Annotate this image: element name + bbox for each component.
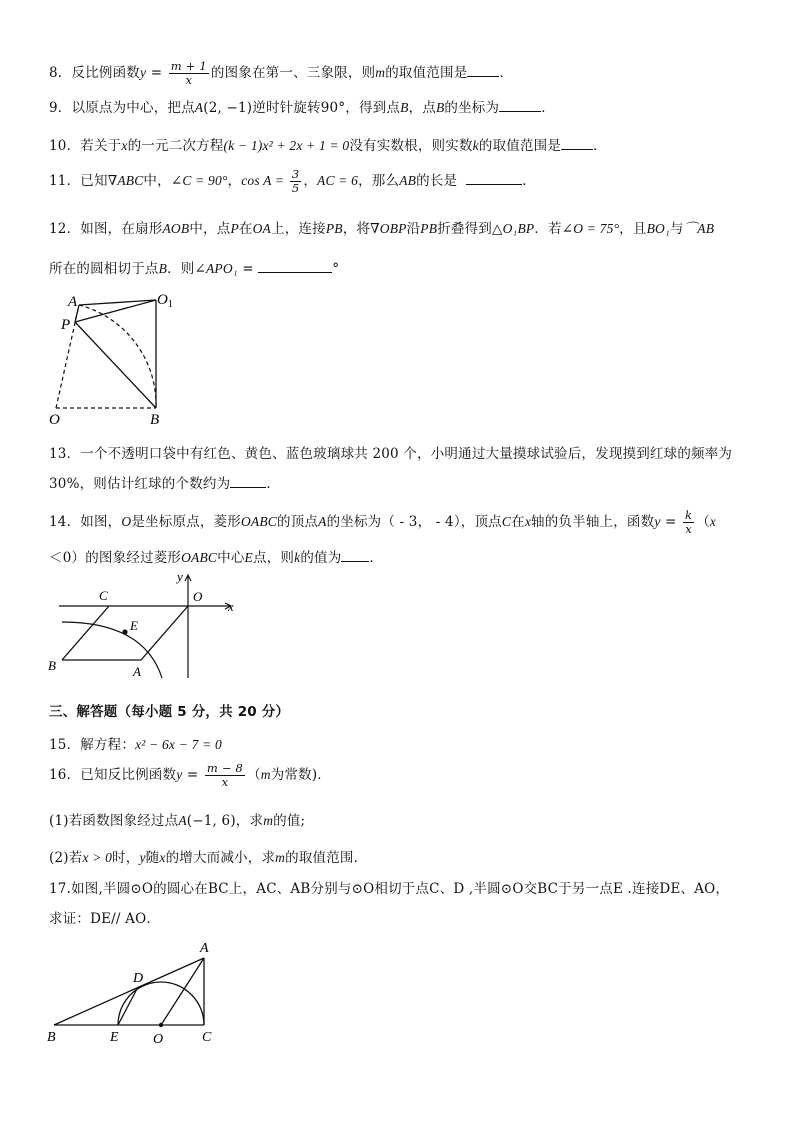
q10-text-4: 的取值范围是 (478, 138, 562, 154)
q12-sector: AOB (162, 221, 190, 236)
q9-text-3: ，点 (408, 100, 436, 116)
q11-cos: cos A = (241, 173, 288, 188)
q14-text: 14．如图， (49, 514, 122, 530)
q8-answer-blank[interactable] (467, 64, 499, 77)
q14-point-o: O (121, 514, 132, 529)
q13-end: ． (266, 476, 281, 492)
q16-numerator: m − 8 (206, 761, 244, 775)
question-13-line-2 (49, 472, 280, 492)
q14-rhombus: OABC (240, 514, 277, 529)
q14-equals: = (660, 514, 682, 530)
figure-14 (44, 570, 244, 680)
q12-text-6: 沿 (406, 221, 421, 237)
q14-point-c: C (501, 514, 512, 529)
q12-text-2: 中，点 (189, 221, 231, 237)
q16-2-text-2: 时， (112, 850, 140, 866)
fig12-label-o: O (49, 412, 60, 428)
q11-ac: AC = 6 (317, 173, 359, 188)
q14-denominator: x (685, 522, 692, 536)
q16-var-y: y (176, 767, 183, 782)
question-8 (49, 60, 513, 87)
q12-obp: ∇OBP (370, 221, 407, 236)
fig17-center-o (159, 1023, 163, 1027)
q9-answer-blank[interactable] (499, 99, 541, 112)
q15-text: 15．解方程： (49, 737, 136, 753)
q8-numerator: m + 1 (170, 59, 207, 73)
q16-1-coord: (−1, 6) (186, 813, 236, 829)
fig17-label-a: A (200, 941, 209, 956)
q14-end: ． (369, 550, 384, 566)
q16-1-text-2: ，求 (235, 813, 264, 829)
q14-answer-blank[interactable] (341, 549, 369, 562)
q13-text: 13．一个不透明口袋中有红色、黄色、蓝色玻璃球共 200 个，小明通过大量摸球试验后，发现摸到红球的频率为 (49, 446, 733, 462)
q12-line2-text: 所在的圆相切于点 (49, 261, 159, 277)
q11-triangle: ∇ABC (107, 173, 144, 188)
q10-var-x: x (121, 138, 128, 153)
question-17-line-1 (49, 877, 729, 897)
q12-bo1: BO₁ (646, 221, 670, 236)
fig12-line-p-b (75, 322, 156, 408)
q12-text-7: 折叠得到 (437, 221, 493, 237)
q16-var-m: m (260, 767, 271, 782)
fig17-label-o: O (153, 1032, 164, 1047)
q12-line2-text-2: ．则 (167, 261, 195, 277)
fig17-line-de (118, 987, 138, 1025)
q14-text-7: （ (696, 514, 710, 530)
q16-text-2: （ (247, 767, 261, 783)
q14-text-6: 轴的负半轴上，函数 (531, 514, 655, 530)
q14-var-x: x (524, 514, 532, 529)
q11-numerator: 3 (291, 167, 300, 181)
q9-coord: (2, −1) (203, 100, 253, 116)
fig17-semicircle (118, 982, 204, 1025)
question-14-line-2 (49, 546, 383, 566)
q16-2-text: (2)若 (49, 850, 83, 866)
q12-pb: PB (325, 221, 343, 236)
q16-fraction (205, 762, 245, 789)
q9-text-4: 的坐标为 (444, 100, 500, 116)
q8-var-y: y (140, 65, 147, 80)
q14-point-e: E (244, 550, 253, 565)
question-12-line-1 (49, 217, 714, 237)
q16-2-text-4: 的增大而减小，求 (165, 850, 276, 866)
fig17-label-d: D (133, 971, 144, 986)
q11-text-6: 的长是 (416, 173, 458, 189)
fig12-label-p: P (61, 317, 71, 333)
q14-rhombus-2: OABC (181, 550, 218, 565)
question-15 (49, 733, 222, 753)
q16-2-text-3: 随 (145, 850, 160, 866)
q13-text-2: 30%，则估计红球的个数约为 (49, 476, 231, 492)
section-3-heading: 三、解答题（每小题 5 分，共 20 分） (49, 704, 290, 720)
q16-1-point-a: A (178, 813, 187, 828)
q10-answer-blank[interactable] (561, 137, 593, 150)
q14-var-x-2: x (709, 514, 717, 529)
q11-text-4: ， (303, 173, 318, 189)
q14-numerator: k (685, 508, 693, 522)
q14-text-2: 是坐标原点，菱形 (131, 514, 241, 530)
q12-arc: ⌒AB (683, 221, 715, 236)
fig12-label-b: B (150, 412, 160, 428)
q10-text: 10．若关于 (49, 138, 122, 154)
question-14-line-1 (49, 509, 716, 536)
fig14-label-c: C (99, 588, 108, 603)
q16-2-var-y: y (139, 850, 146, 865)
question-9 (49, 96, 555, 116)
q11-text-5: ，那么 (358, 173, 400, 189)
q12-o1bp: △O₁BP (492, 221, 535, 236)
q11-text-2: 中， (143, 173, 171, 189)
fig17-label-c: C (202, 1030, 212, 1045)
q12-text-8: ．若 (534, 221, 562, 237)
fig14-label-y: y (177, 569, 183, 584)
q8-fraction (169, 60, 209, 87)
question-16-part-2 (49, 846, 367, 866)
q9-text-2: 逆时针旋转90°，得到点 (252, 100, 401, 116)
q16-2-condition: x > 0 (82, 850, 113, 865)
figure-12 (44, 290, 204, 430)
fig14-side-cb (62, 606, 109, 660)
q8-text: 8．反比例函数 (49, 65, 140, 81)
fig14-label-x: x (228, 599, 234, 614)
q9-point-b: B (400, 100, 409, 115)
q8-end: ． (499, 65, 514, 81)
q11-fraction (290, 168, 302, 195)
q8-text-3: 的取值范围是 (385, 65, 468, 81)
q9-point-b-2: B (435, 100, 445, 115)
q12-text-9: ，且 (619, 221, 647, 237)
question-12-line-2 (49, 257, 339, 277)
q8-denominator: x (185, 73, 193, 87)
q12-pb-2: PB (420, 221, 438, 236)
q8-text-2: 的图象在第一、三象限，则 (210, 65, 376, 81)
fig14-label-e: E (130, 618, 138, 633)
fig17-line-ba (54, 958, 204, 1025)
fig17-label-e: E (110, 1030, 119, 1045)
question-16-part-1 (49, 809, 305, 829)
q16-1-text: (1)若函数图象经过点 (49, 813, 179, 829)
q11-ab: AB (399, 173, 417, 188)
q9-end: ． (541, 100, 555, 116)
q12-point-b: B (158, 261, 168, 276)
q12-answer-blank[interactable] (258, 260, 332, 273)
q16-2-var-x: x (159, 850, 166, 865)
fig12-label-a: A (68, 294, 78, 310)
q16-1-var-m: m (263, 813, 274, 828)
q14-var-k: k (294, 550, 301, 565)
q14-fraction (683, 509, 694, 536)
fig17-label-b: B (47, 1030, 56, 1045)
question-13-line-1 (49, 442, 732, 462)
q14-line2-text: ＜0）的图象经过菱形 (49, 550, 182, 566)
q11-angle: ∠C = 90° (170, 173, 228, 188)
fig14-point-e (122, 629, 127, 634)
fig14-label-a: A (133, 664, 141, 679)
q10-text-3: 没有实数根，则实数 (349, 138, 473, 154)
question-11 (49, 168, 536, 195)
q8-var-m: m (375, 65, 386, 80)
q14-line2-text-2: 中心 (217, 550, 245, 566)
q11-answer-blank[interactable] (466, 172, 522, 185)
q12-angle: ∠O = 75° (561, 221, 620, 236)
q11-text: 11．已知 (49, 173, 108, 189)
fig14-label-o: O (193, 589, 203, 604)
q16-1-text-3: 的值; (273, 813, 306, 829)
q8-equals: = (146, 65, 167, 81)
fig12-label-o1: $O_1$ (157, 292, 173, 310)
q12-angle-apo: ∠APO₁ (194, 261, 238, 276)
q10-end: ． (593, 138, 607, 154)
q12-text-10: 与 (669, 221, 684, 237)
q16-denominator: x (221, 775, 229, 789)
q12-text-3: 在 (238, 221, 253, 237)
q16-text-3: 为常数)． (270, 767, 331, 783)
q14-var-y: y (654, 514, 661, 529)
question-10 (49, 134, 607, 154)
q17-text-2: 求证：DE// AO． (49, 911, 161, 927)
q17-text: 17.如图,半圆⊙O的圆心在BC上，AC、AB分别与⊙O相切于点C、D ,半圆⊙O交BC于另一点E .连接DE、AO， (49, 881, 730, 897)
q9-point-a: A (194, 100, 204, 115)
q11-end: ． (522, 173, 536, 189)
q16-2-text-5: 的取值范围． (285, 850, 368, 866)
q10-var-k: k (472, 138, 479, 153)
q10-equation: (k − 1)x² + 2x + 1 = 0 (223, 138, 350, 153)
q14-line2-text-4: 的值为 (300, 550, 342, 566)
q9-text: 9．以原点为中心，把点 (49, 100, 195, 116)
question-16 (49, 762, 331, 789)
q14-text-4: 的坐标为（ - 3， - 4），顶点 (326, 514, 502, 530)
question-17-line-2 (49, 907, 160, 927)
fig14-label-b: B (48, 658, 56, 673)
q12-point-p: P (230, 221, 239, 236)
q12-text-5: ，将 (342, 221, 371, 237)
q10-text-2: 的一元二次方程 (127, 138, 224, 154)
figure-17 (44, 940, 224, 1050)
q12-equals: = (237, 261, 259, 277)
q14-text-5: 在 (511, 514, 525, 530)
q11-denominator: 5 (291, 181, 300, 195)
fig14-hyperbola (62, 622, 162, 678)
q12-oa: OA (252, 221, 271, 236)
q15-equation: x² − 6x − 7 = 0 (135, 737, 222, 752)
q12-text-4: 上，连接 (271, 221, 326, 237)
q14-line2-text-3: 点，则 (253, 550, 295, 566)
q12-text: 12．如图，在扇形 (49, 221, 163, 237)
q16-equals: = (182, 767, 203, 783)
q14-text-3: 的顶点 (277, 514, 319, 530)
q12-degree: ° (332, 261, 340, 277)
fig12-arc-ab (79, 305, 156, 408)
q13-answer-blank[interactable] (230, 475, 266, 488)
q16-2-var-m: m (275, 850, 286, 865)
q16-text: 16．已知反比例函数 (49, 767, 177, 783)
fig12-line-p-o1 (75, 300, 156, 322)
q14-point-a: A (318, 514, 327, 529)
q11-text-3: ， (227, 173, 242, 189)
